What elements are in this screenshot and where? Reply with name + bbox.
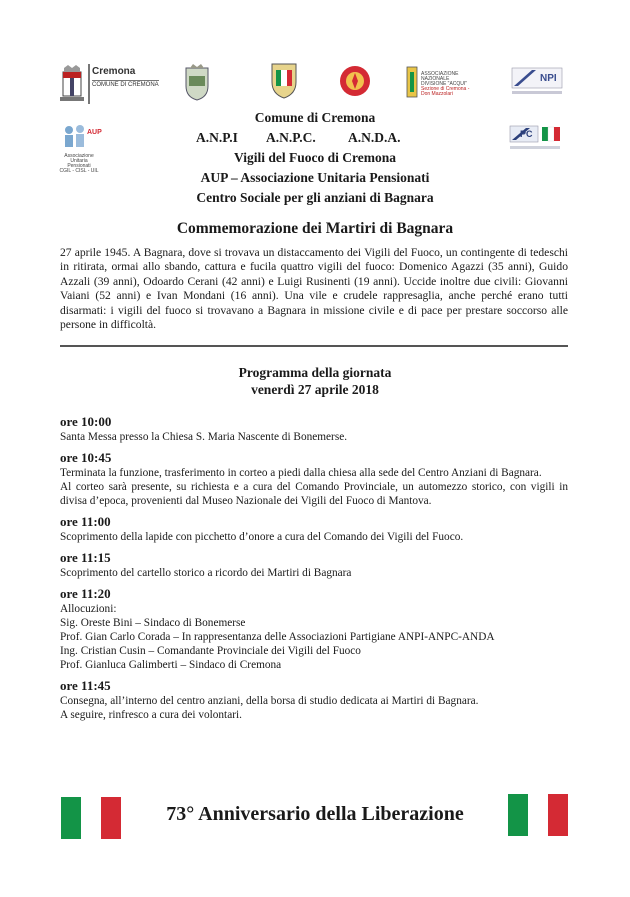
program-item-line: Sig. Oreste Bini – Sindaco di Bonemerse [60, 617, 246, 629]
header-anpi: A.N.P.I [196, 130, 238, 145]
program-item [60, 550, 568, 580]
program-item [60, 414, 568, 444]
program-item-line: Scoprimento del cartello storico a ricordo dei Martiri di Bagnara [60, 567, 352, 579]
header-anda: A.N.D.A. [348, 130, 401, 145]
aup-letters: AUP [87, 129, 102, 136]
aup-people-icon [60, 124, 100, 150]
section-divider [60, 345, 568, 347]
intro-paragraph: 27 aprile 1945. A Bagnara, dove si trovava un distaccamento dei Vigili del Fuoco, un contingente di tedeschi in ritirata, ormai allo sbando, cattura e fucila quattro vigili del fuoco: Domenico Agazzi (35 anni), Guido Azzali (39 anni), Odoardo Cerani (42 anni) e Luigi Rusinenti (19 anni). Uccide inoltre due civili: Giovanni Vaiani (52 anni) e Ivan Mondani (16 anni). Una vile e crudele rappresaglia, anche perché erano tutti disarmati: i vigili del fuoco si trovavano a Bagnara in missione civile e di pace per prestare soccorso alle persone in difficoltà. [60, 246, 568, 332]
cremona-logo-name: Cremona [92, 66, 136, 77]
program-item-line: A seguire, rinfresco a cura dei volontari. [60, 709, 242, 721]
program-item-time: ore 10:00 [60, 414, 112, 429]
program-item-line: Ing. Cristian Cusin – Comandante Provinciale dei Vigili del Fuoco [60, 645, 361, 657]
program-item [60, 450, 568, 508]
page-title: Commemorazione dei Martiri di Bagnara [176, 220, 454, 237]
program-item [60, 586, 568, 672]
program-item-time: ore 11:45 [60, 678, 111, 693]
footer-anniversary: 73° Anniversario della Liberazione [166, 803, 464, 825]
program-item-line: Terminata la funzione, trasferimento in corteo a piedi dalla chiesa alla sede del Centro Anziani di Bagnara. [60, 467, 542, 479]
bonemerse-crest-icon [183, 64, 211, 102]
program-item-line: Prof. Gian Carlo Corada – In rappresentanza delle Associazioni Partigiane ANPI-ANPC-ANDA [60, 631, 495, 643]
anda-logo-text: ASSOCIAZIONE NAZIONALE DIVISIONE "ACQUI" Sezione di Cremona - Don Mazzolari [421, 71, 470, 97]
aup-logo-text: Associazione Unitaria Pensionati CGIL - CISL - UIL [59, 153, 99, 174]
cremona-logo-subtitle: COMUNE DI CREMONA [92, 82, 159, 88]
header-anpc: A.N.P.C. [266, 130, 316, 145]
cremona-logo [60, 64, 166, 106]
program-item-time: ore 11:15 [60, 550, 111, 565]
program-item-line: Scoprimento della lapide con picchetto d’onore a cura del Comando dei Vigili del Fuoco. [60, 531, 464, 543]
cremona-crest-icon [60, 64, 84, 104]
anpi-banner-icon [510, 66, 566, 100]
anpi-badge-icon [270, 62, 298, 100]
anda-logo [406, 66, 476, 98]
program-item-line: Consegna, all’interno del centro anziani, della borsa di studio dedicata ai Martiri di Bagnara. [60, 695, 479, 707]
cremona-logo-divider [88, 64, 90, 104]
vigili-del-fuoco-emblem-icon [338, 63, 372, 99]
program-item-time: ore 10:45 [60, 450, 112, 465]
program-date: venerdì 27 aprile 2018 [251, 382, 379, 397]
program-item-line: Al corteo sarà presente, su richiesta e a cura del Comando Provinciale, un automezzo storico, con vigili in divisa d’epoca, provenienti dal Museo Nazionale dei Vigili del Fuoco di Mantova. [60, 481, 568, 507]
program-item-line: Prof. Gianluca Galimberti – Sindaco di Cremona [60, 659, 282, 671]
program-item-time: ore 11:20 [60, 586, 111, 601]
program-item-line: Santa Messa presso la Chiesa S. Maria Nascente di Bonemerse. [60, 431, 348, 443]
program-item-line: Allocuzioni: [60, 603, 117, 615]
header-vigili: Vigili del Fuoco di Cremona [234, 150, 396, 165]
program-title: Programma della giornata [238, 365, 392, 380]
header-comune: Comune di Cremona [254, 110, 376, 125]
program-list [60, 414, 568, 728]
header-centro-sociale: Centro Sociale per gli anziani di Bagnara [196, 190, 434, 205]
svg-text:PC: PC [520, 129, 533, 139]
program-item [60, 678, 568, 722]
svg-text:NPI: NPI [540, 73, 557, 84]
program-item-time: ore 11:00 [60, 514, 111, 529]
header-aup: AUP – Associazione Unitaria Pensionati [200, 170, 430, 185]
anda-badge-icon [406, 66, 418, 98]
program-item [60, 514, 568, 544]
italian-flag-right [508, 794, 568, 836]
